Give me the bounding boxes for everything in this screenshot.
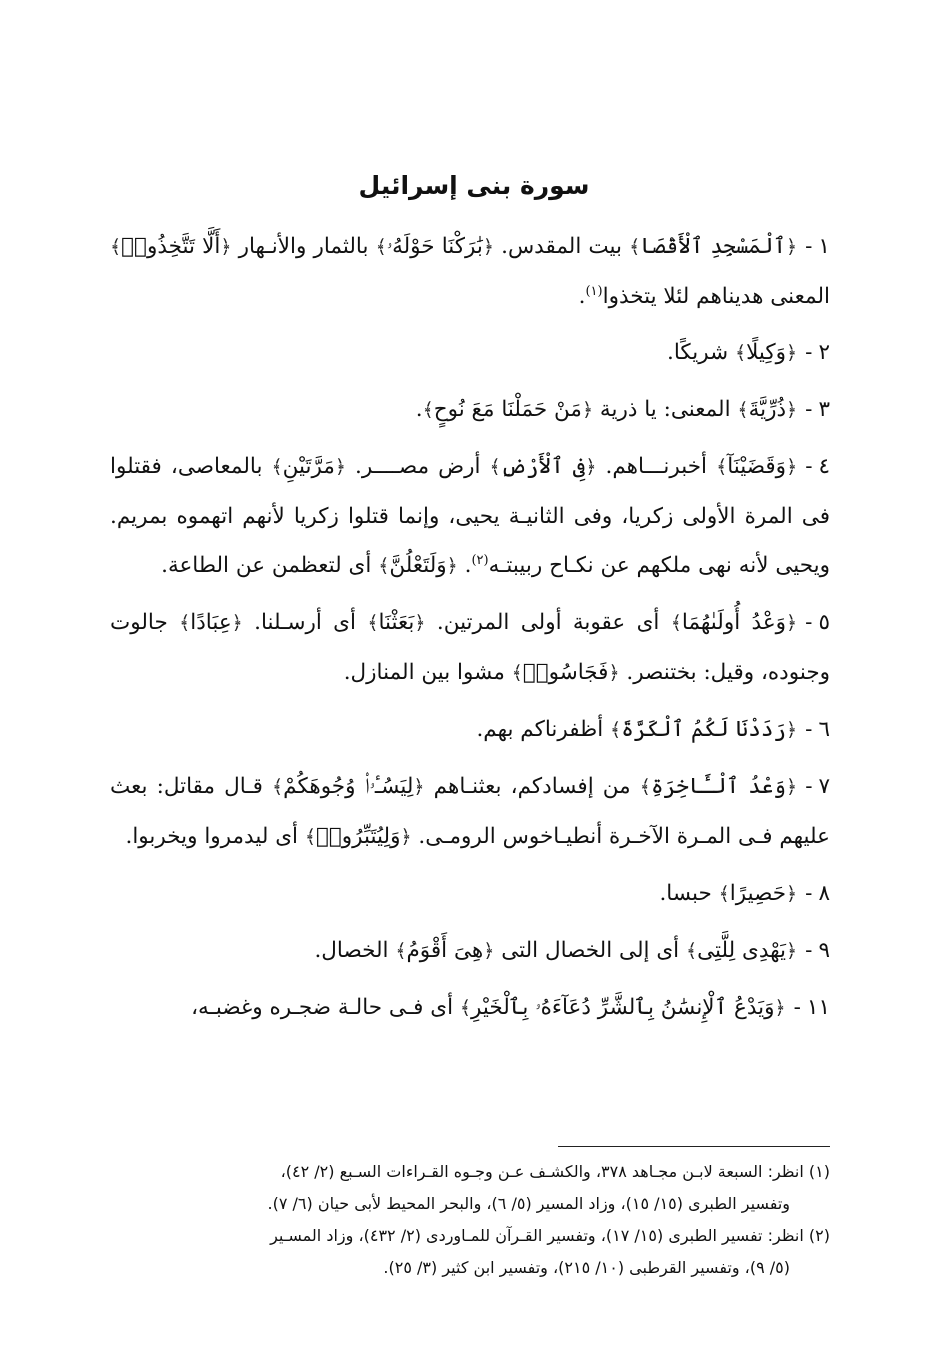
quran-quote-text: ٱلْمَسْجِدِ ٱلْأَقْصَا: [640, 234, 787, 259]
quran-quote: [629, 234, 797, 259]
ornate-bracket-open: ﴿: [774, 997, 786, 1019]
explanation-text: أى عقوبة أولى المرتين.: [425, 610, 671, 635]
entry-dash: -: [805, 234, 813, 259]
explanation-text: بالثمار والأنـهار: [231, 234, 376, 259]
ornate-bracket-open: ﴿: [585, 456, 597, 478]
entry-number: ٩: [818, 938, 830, 963]
footnote-text: وتفسير الطبرى (١٥/ ١٥)، وزاد المسير (٥/ ٦)، والبحر المحيط لأبى حيان (٦/ ٧).: [267, 1194, 790, 1213]
page-title: سورة بنى إسرائيل: [358, 171, 590, 200]
glossary-entry: [110, 385, 830, 435]
entry-dash: -: [805, 610, 813, 635]
ornate-bracket-open: ﴿: [608, 662, 620, 684]
quran-quote: [378, 553, 458, 578]
explanation-text: بيت المقدس.: [493, 234, 630, 259]
entry-number: ١: [818, 234, 830, 259]
ornate-bracket-open: ﴿: [334, 456, 346, 478]
quran-quote-text: بَعَثْنَا: [378, 610, 415, 635]
ornate-bracket-open: ﴿: [786, 456, 798, 478]
ornate-bracket-close: ﴾: [422, 399, 434, 421]
quran-quote-text: أَلَّا تَتَّخِذُوا۟: [121, 234, 221, 259]
quran-quote: [395, 938, 494, 963]
explanation-text: شريكًا.: [666, 340, 735, 365]
quran-quote: [719, 881, 798, 906]
quran-quote-text: وَعْدُ ٱلْـَٔاخِرَةِ: [650, 774, 787, 799]
ornate-bracket-open: ﴿: [786, 236, 798, 258]
footnote-line: [110, 1252, 830, 1284]
explanation-text: من إفسادكم، بعثنـاهم: [424, 774, 640, 799]
glossary-entry: [110, 869, 830, 919]
ornate-bracket-open: ﴿: [786, 940, 798, 962]
explanation-text: المعنى هديناهم لئلا يتخذوا: [602, 284, 830, 309]
quran-quote-text: رَدَدْنَا لَكُمُ ٱلْكَرَّةَ: [621, 717, 787, 742]
ornate-bracket-open: ﴿: [414, 612, 426, 634]
glossary-entry: [110, 222, 830, 321]
ornate-bracket-close: ﴾: [629, 236, 641, 258]
quran-quote: [512, 660, 620, 685]
quran-quote: [367, 610, 425, 635]
ornate-bracket-close: ﴾: [716, 456, 728, 478]
ornate-bracket-close: ﴾: [511, 662, 523, 684]
ornate-bracket-close: ﴾: [610, 719, 622, 741]
quran-quote: [179, 610, 243, 635]
ornate-bracket-close: ﴾: [489, 456, 501, 478]
footnote-separator: [558, 1146, 830, 1147]
ornate-bracket-open: ﴿: [786, 776, 798, 798]
quran-quote-text: وَيَدْعُ ٱلْإِنسَٰنُ بِٱلشَّرِّ دُعَآءَهُۥ بِٱلْخَيْرِ: [471, 995, 775, 1020]
glossary-entry: [110, 705, 830, 755]
ornate-bracket-close: ﴾: [304, 826, 316, 848]
quran-quote-text: فَجَاسُوا۟: [522, 660, 609, 685]
ornate-bracket-open: ﴿: [220, 236, 232, 258]
entry-number: ٣: [818, 397, 830, 422]
explanation-text: قـال مقاتل: بعث عليهم فـى المـرة الآخـرة أنطيـاخوس الرومـى.: [110, 774, 830, 849]
ornate-bracket-close: ﴾: [639, 776, 651, 798]
explanation-text: أظفرناكم بهم.: [476, 717, 611, 742]
quran-quote-text: حَصِيرًا: [729, 881, 787, 906]
explanation-text: أى فـى حالـة ضجـره وغضبـه،: [191, 995, 460, 1020]
ornate-bracket-open: ﴿: [483, 940, 495, 962]
quran-quote-text: وَكِيلًا: [746, 340, 787, 365]
ornate-bracket-open: ﴿: [581, 399, 594, 421]
ornate-bracket-close: ﴾: [271, 456, 283, 478]
quran-quote: [490, 454, 597, 479]
ornate-bracket-open: ﴿: [482, 236, 494, 258]
quran-quote: [305, 824, 412, 849]
ornate-bracket-close: ﴾: [395, 940, 407, 962]
quran-quote: [271, 454, 346, 479]
glossary-entry: [110, 442, 830, 591]
footnote-line: [110, 1220, 830, 1252]
footnote-marker: (٢): [471, 552, 489, 568]
quran-quote-text: هِىَ أَقْوَمُ: [406, 938, 484, 963]
glossary-entry: [110, 598, 830, 698]
explanation-text: حبسا.: [659, 881, 719, 906]
quran-quote: [110, 234, 231, 259]
ornate-bracket-close: ﴾: [378, 555, 390, 577]
ornate-bracket-open: ﴿: [446, 555, 458, 577]
quran-quote: [671, 610, 797, 635]
ornate-bracket-open: ﴿: [786, 612, 798, 634]
explanation-text: بالمعاصى، فقتلوا فى المرة الأولى زكريا، وفى الثانيـة يحيى، وإنما قتلوا زكريا لأنهم اتهموه بمريم. ويحيى لأنه نهى ملكهم عن نكـاح ربيبتـه: [110, 454, 830, 578]
ornate-bracket-close: ﴾: [670, 612, 682, 634]
quran-quote-text: وَلِيُتَبِّرُوا۟: [316, 824, 401, 849]
entry-dash: -: [805, 454, 813, 479]
ornate-bracket-close: ﴾: [459, 997, 472, 1019]
explanation-text: أخبرنـــاهم.: [596, 454, 717, 479]
footnote-marker: (١): [585, 283, 603, 299]
explanation-text: أى إلى الخصال التى: [494, 938, 686, 963]
quran-quote: [686, 938, 797, 963]
entry-dash: -: [805, 397, 813, 422]
entry-number: ٦: [818, 717, 830, 742]
quran-quote: [716, 454, 797, 479]
footnote-text: (١) انظر: السبعة لابـن مجـاهد ٣٧٨، والكشـف عـن وجـوه القـراءات السـبع (٢/ ٤٢)،: [280, 1162, 830, 1181]
glossary-entry: [110, 328, 830, 378]
ornate-bracket-open: ﴿: [786, 342, 798, 364]
quran-quote-text: وَلَتَعْلُنَّ: [389, 553, 447, 578]
footnote-text: (٢) انظر: تفسير الطبرى (١٥/ ١٧)، وتفسير القـرآن للمـاوردى (٢/ ٤٣٢)، وزاد المسـير: [270, 1226, 830, 1245]
ornate-bracket-close: ﴾: [734, 342, 747, 364]
quran-quote-text: ذُرِّيَّةَ: [748, 397, 787, 422]
quran-quote-text: يَهْدِى لِلَّتِى: [697, 938, 787, 963]
quran-quote: [272, 774, 425, 799]
ornate-bracket-open: ﴿: [786, 719, 798, 741]
quran-quote: [610, 717, 797, 742]
quran-quote: [423, 397, 593, 422]
quran-quote-text: فِى ٱلْأَرْضِ: [500, 454, 586, 479]
entry-dash: -: [805, 938, 813, 963]
glossary-entry: [110, 762, 830, 862]
footnote-line: [110, 1188, 830, 1220]
ornate-bracket-open: ﴿: [400, 826, 412, 848]
explanation-text: المعنى: يا ذرية: [593, 397, 738, 422]
footnotes: [110, 1156, 830, 1284]
quran-quote-text: بَٰرَكْنَا حَوْلَهُۥ: [386, 234, 483, 259]
entry-dash: -: [805, 881, 813, 906]
ornate-bracket-close: ﴾: [685, 940, 698, 962]
explanation-text: أى ليدمروا ويخربوا.: [125, 824, 305, 849]
explanation-text: الخصال.: [314, 938, 396, 963]
quran-quote: [640, 774, 797, 799]
footnote-text: (٥/ ٩)، وتفسير القرطبى (١٠/ ٢١٥)، وتفسير ابن كثير (٣/ ٢٥).: [383, 1258, 790, 1277]
entry-dash: -: [805, 774, 813, 799]
explanation-text: .: [415, 397, 423, 422]
explanation-text: أى أرسـلنا.: [242, 610, 368, 635]
glossary-body: [110, 222, 830, 1040]
footnote-line: [110, 1156, 830, 1188]
explanation-text: جالوت وجنوده، وقيل: بختنصر.: [110, 610, 830, 685]
quran-quote-text: وَقَضَيْنَآ: [727, 454, 787, 479]
quran-quote-text: مَنْ حَمَلْنَا مَعَ نُوحٍ: [433, 397, 582, 422]
explanation-text: أى لتعظمن عن الطاعة.: [161, 553, 379, 578]
quran-quote: [376, 234, 494, 259]
ornate-bracket-open: ﴿: [786, 883, 798, 905]
explanation-text: .: [578, 284, 586, 309]
ornate-bracket-close: ﴾: [179, 612, 191, 634]
entry-dash: -: [805, 340, 813, 365]
entry-number: ١١: [806, 995, 830, 1020]
quran-quote: [737, 397, 797, 422]
ornate-bracket-close: ﴾: [375, 236, 387, 258]
quran-quote-text: وَعْدُ أُولَىٰهُمَا: [681, 610, 787, 635]
explanation-text: .: [457, 553, 472, 578]
quran-quote: [460, 995, 786, 1020]
entry-number: ٨: [818, 881, 830, 906]
entry-dash: -: [793, 995, 801, 1020]
glossary-entry: [110, 983, 830, 1033]
quran-quote: [735, 340, 797, 365]
ornate-bracket-close: ﴾: [718, 883, 730, 905]
glossary-entry: [110, 926, 830, 976]
quran-quote-text: لِيَسُـٔۥا۟ وُجُوهَكُمْ: [283, 774, 414, 799]
ornate-bracket-close: ﴾: [272, 776, 284, 798]
entry-number: ٤: [818, 454, 831, 479]
entry-number: ٥: [818, 610, 830, 635]
quran-quote-text: مَرَّتَيْنِ: [282, 454, 335, 479]
entry-number: ٧: [818, 774, 831, 799]
ornate-bracket-open: ﴿: [231, 612, 243, 634]
explanation-text: مشوا بين المنازل.: [343, 660, 512, 685]
ornate-bracket-open: ﴿: [413, 776, 425, 798]
ornate-bracket-close: ﴾: [367, 612, 379, 634]
quran-quote-text: عِبَادًا: [190, 610, 232, 635]
entry-dash: -: [805, 717, 813, 742]
entry-number: ٢: [818, 340, 830, 365]
ornate-bracket-close: ﴾: [737, 399, 749, 421]
ornate-bracket-close: ﴾: [110, 236, 122, 258]
explanation-text: أرض مصــــر.: [345, 454, 490, 479]
ornate-bracket-open: ﴿: [786, 399, 798, 421]
